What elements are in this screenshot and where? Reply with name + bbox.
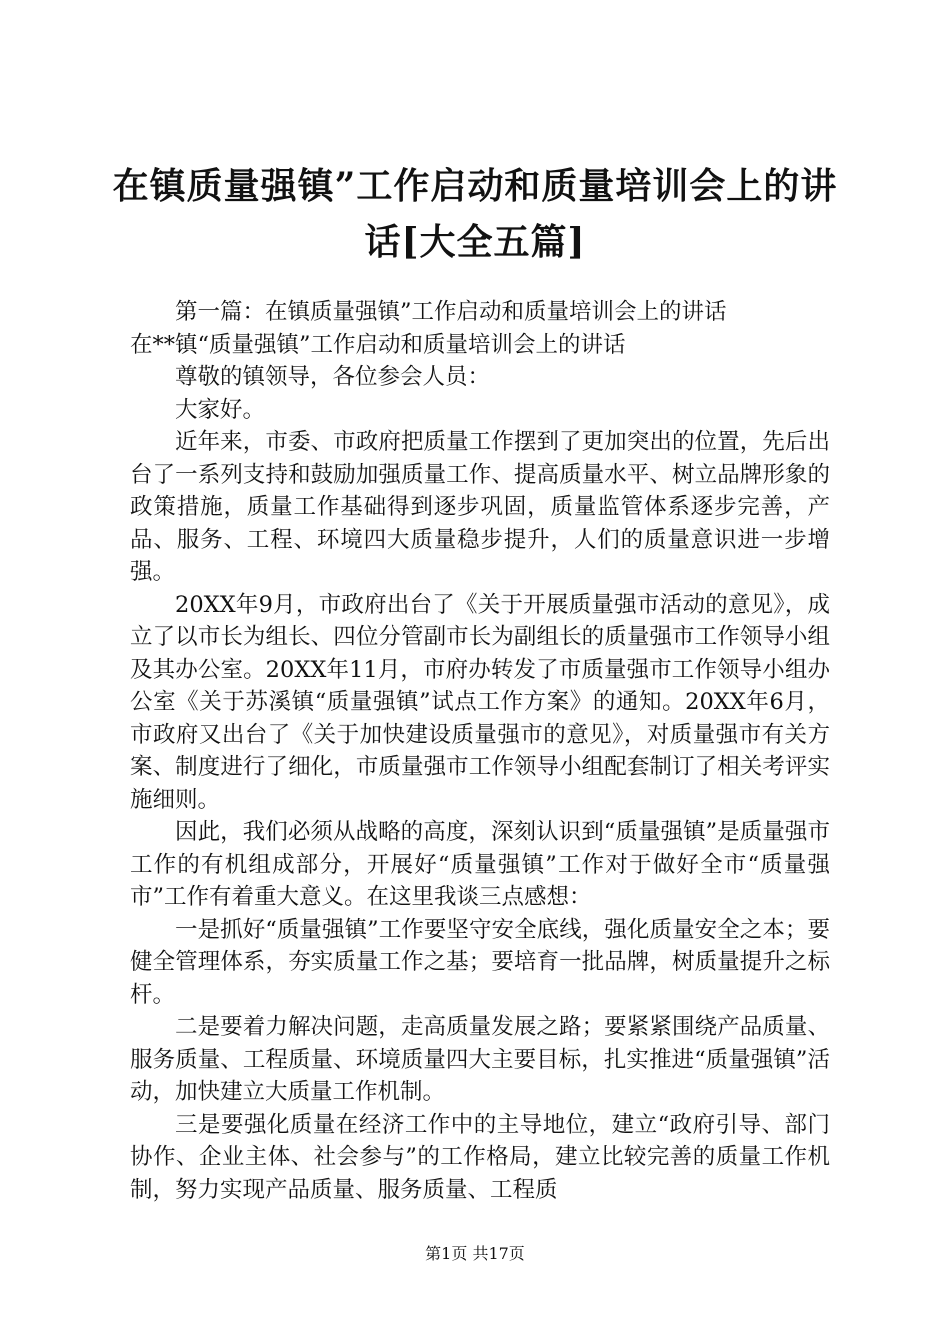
paragraph-greeting: 大家好。 — [175, 396, 266, 423]
paragraph: 近年来，市委、市政府把质量工作摆到了更加突出的位置，先后出台了一系列支持和鼓励加强质量工作、提高质量水平、树立品牌形象的政策措施，质量工作基础得到逐步巩固，质量监管体系逐步完善，产品、服务、工程、环境四大质量稳步提升，人们的质量意识进一步增强。 — [130, 429, 830, 585]
paragraph: 三是要强化质量在经济工作中的主导地位，建立“政府引导、部门协作、企业主体、社会参与”的工作格局，建立比较完善的质量工作机制，努力实现产品质量、服务质量、工程质 — [130, 1111, 830, 1203]
paragraph: 一是抓好“质量强镇”工作要坚守安全底线，强化质量安全之本；要健全管理体系，夯实质量工作之基；要培育一批品牌，树质量提升之标杆。 — [130, 916, 830, 1008]
paragraph-subtitle: 在**镇“质量强镇”工作启动和质量培训会上的讲话 — [130, 331, 626, 358]
paragraph-heading: 第一篇：在镇质量强镇”工作启动和质量培训会上的讲话 — [175, 299, 727, 325]
paragraph: 因此，我们必须从战略的高度，深刻认识到“质量强镇”是质量强市工作的有机组成部分，开展好“质量强镇”工作对于做好全市“质量强市”工作有着重大意义。在这里我谈三点感想： — [130, 819, 830, 910]
document-body — [130, 296, 830, 1206]
paragraph: 20XX年9月，市政府出台了《关于开展质量强市活动的意见》，成立了以市长为组长、四位分管副市长为副组长的质量强市工作领导小组及其办公室。20XX年11月，市府办转发了市质量强市工作领导小组办公室《关于苏溪镇“质量强镇”试点工作方案》的通知。20XX年6月，市政府又出台了《关于加快建设质量强市的意见》，对质量强市有关方案、制度进行了细化，市质量强市工作领导小组配套制订了相关考评实施细则。 — [130, 591, 830, 813]
paragraph-salutation: 尊敬的镇领导，各位参会人员： — [175, 364, 491, 390]
page-footer: 第1页 共17页 — [425, 1244, 525, 1263]
document-title: 在镇质量强镇”工作启动和质量培训会上的讲话[大全五篇] — [112, 165, 838, 263]
paragraph: 二是要着力解决问题，走高质量发展之路；要紧紧围绕产品质量、服务质量、工程质量、环境质量四大主要目标，扎实推进“质量强镇”活动，加快建立大质量工作机制。 — [130, 1014, 830, 1105]
